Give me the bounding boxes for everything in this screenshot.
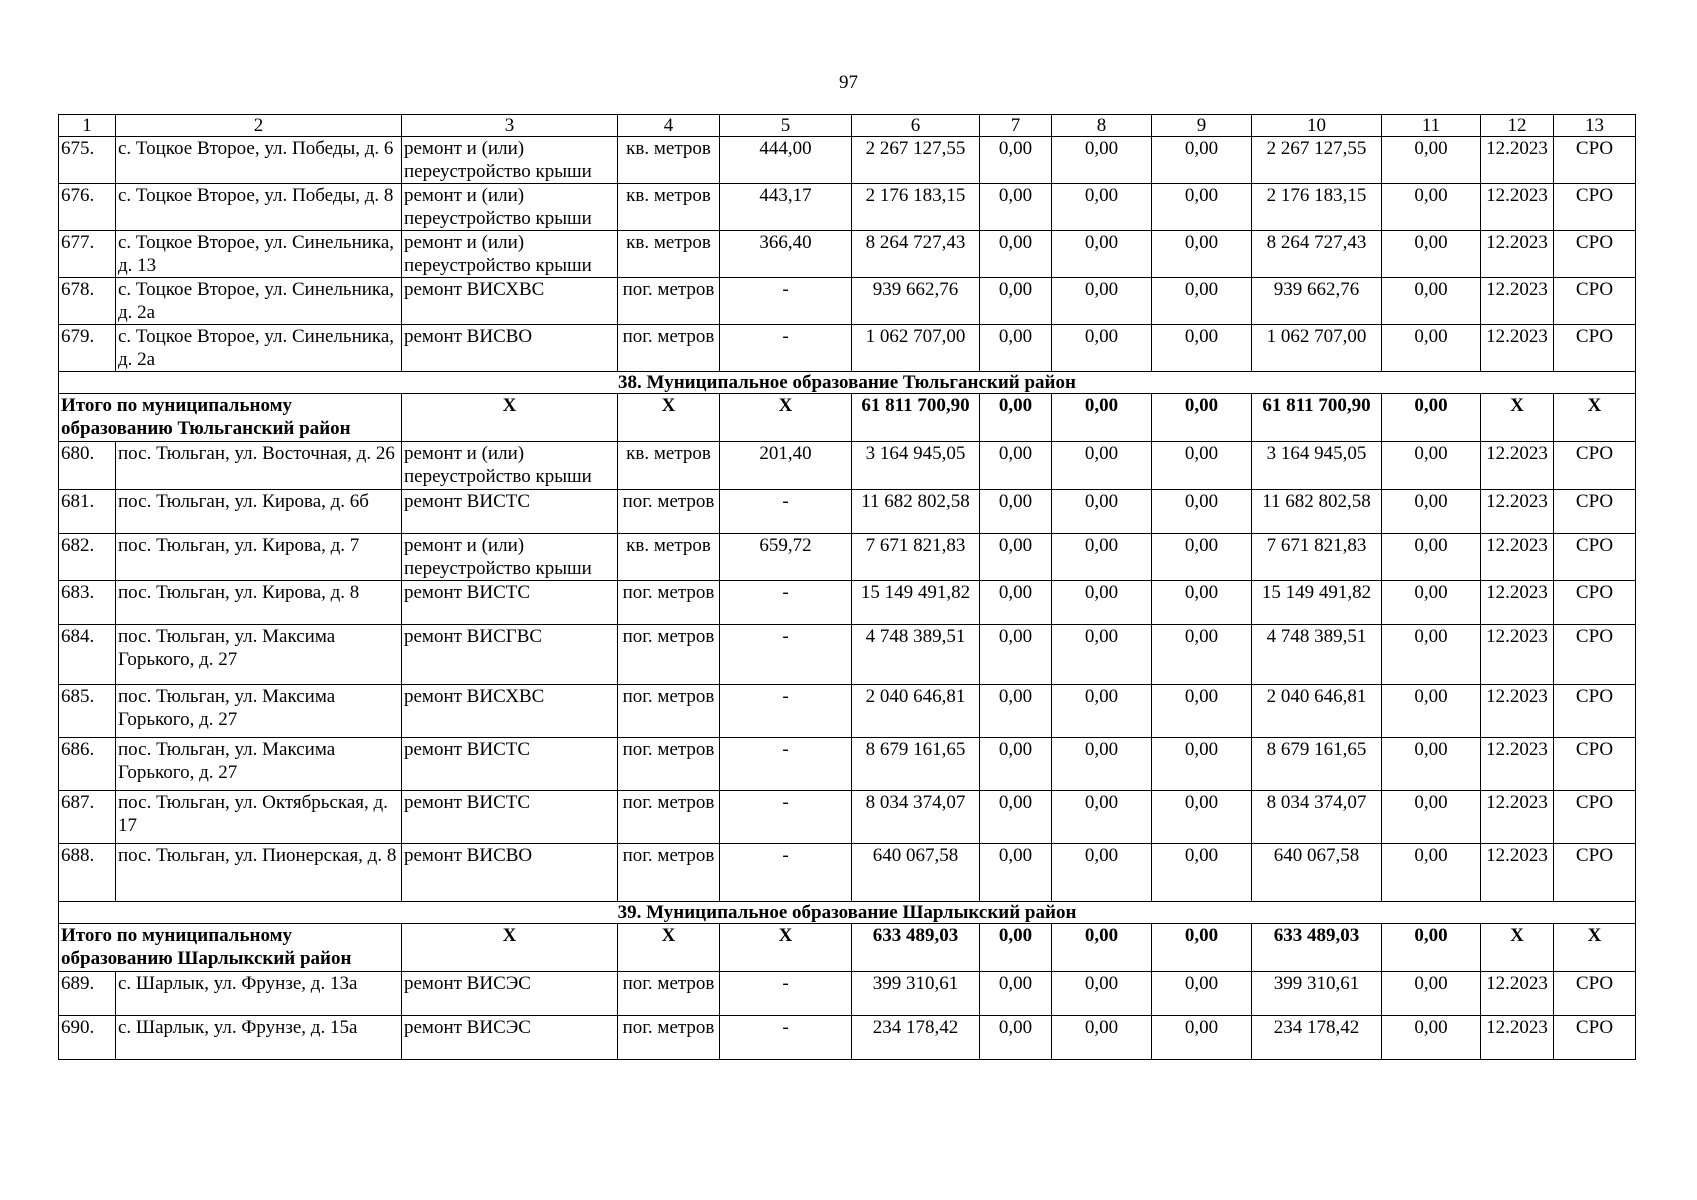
address-cell: пос. Тюльган, ул. Кирова, д. 7 bbox=[116, 534, 402, 581]
value-cell: 1 062 707,00 bbox=[852, 325, 980, 372]
contractor-cell: СРО bbox=[1554, 278, 1636, 325]
contractor-cell: СРО bbox=[1554, 534, 1636, 581]
contractor-cell: СРО bbox=[1554, 581, 1636, 625]
value-cell: 0,00 bbox=[1152, 137, 1252, 184]
value-cell: 0,00 bbox=[980, 325, 1052, 372]
total-label: Итого по муниципальному образованию Шарлыкский район bbox=[59, 924, 402, 972]
value-cell: 0,00 bbox=[1382, 844, 1481, 902]
value-cell: 7 671 821,83 bbox=[852, 534, 980, 581]
value-cell: 0,00 bbox=[1052, 278, 1152, 325]
value-cell: 0,00 bbox=[1052, 791, 1152, 844]
value-cell: 0,00 bbox=[1382, 581, 1481, 625]
value-cell: 2 267 127,55 bbox=[1252, 137, 1382, 184]
value-cell: 0,00 bbox=[1152, 1016, 1252, 1060]
unit-cell: пог. метров bbox=[618, 278, 720, 325]
value-cell: 0,00 bbox=[1152, 738, 1252, 791]
section-heading: 38. Муниципальное образование Тюльганский район bbox=[59, 372, 1636, 394]
total-value: Х bbox=[1481, 394, 1554, 442]
value-cell: 0,00 bbox=[1052, 325, 1152, 372]
work-type-cell: ремонт и (или) переустройство крыши bbox=[402, 534, 618, 581]
value-cell: 640 067,58 bbox=[852, 844, 980, 902]
value-cell: 11 682 802,58 bbox=[1252, 490, 1382, 534]
value-cell: 0,00 bbox=[980, 625, 1052, 685]
row-number: 675. bbox=[59, 137, 116, 184]
contractor-cell: СРО bbox=[1554, 625, 1636, 685]
total-value: 0,00 bbox=[980, 924, 1052, 972]
total-label: Итого по муниципальному образованию Тюльганский район bbox=[59, 394, 402, 442]
section-heading-row bbox=[59, 372, 1636, 394]
value-cell: 0,00 bbox=[1382, 278, 1481, 325]
work-type-cell: ремонт ВИСГВС bbox=[402, 625, 618, 685]
value-cell: 443,17 bbox=[720, 184, 852, 231]
header-cell: 10 bbox=[1252, 115, 1382, 137]
page-number: 97 bbox=[839, 72, 858, 93]
value-cell: 2 176 183,15 bbox=[1252, 184, 1382, 231]
value-cell: 12.2023 bbox=[1481, 791, 1554, 844]
value-cell: 0,00 bbox=[1052, 844, 1152, 902]
total-value: Х bbox=[1481, 924, 1554, 972]
value-cell: 0,00 bbox=[1052, 972, 1152, 1016]
value-cell: 12.2023 bbox=[1481, 534, 1554, 581]
row-number: 685. bbox=[59, 685, 116, 738]
total-mark: Х bbox=[402, 394, 618, 442]
value-cell: 8 264 727,43 bbox=[852, 231, 980, 278]
work-type-cell: ремонт и (или) переустройство крыши bbox=[402, 231, 618, 278]
value-cell: 8 034 374,07 bbox=[1252, 791, 1382, 844]
value-cell: 3 164 945,05 bbox=[1252, 442, 1382, 490]
value-cell: 8 679 161,65 bbox=[1252, 738, 1382, 791]
value-cell: 15 149 491,82 bbox=[852, 581, 980, 625]
value-cell: 0,00 bbox=[1382, 490, 1481, 534]
table-row bbox=[59, 184, 1636, 231]
contractor-cell: СРО bbox=[1554, 490, 1636, 534]
header-cell: 11 bbox=[1382, 115, 1481, 137]
unit-cell: пог. метров bbox=[618, 685, 720, 738]
value-cell: 0,00 bbox=[1052, 625, 1152, 685]
unit-cell: кв. метров bbox=[618, 442, 720, 490]
value-cell: 0,00 bbox=[980, 534, 1052, 581]
table-row bbox=[59, 625, 1636, 685]
work-type-cell: ремонт и (или) переустройство крыши bbox=[402, 137, 618, 184]
value-cell: 0,00 bbox=[1152, 581, 1252, 625]
value-cell: 0,00 bbox=[1052, 184, 1152, 231]
contractor-cell: СРО bbox=[1554, 738, 1636, 791]
total-value: 0,00 bbox=[1382, 394, 1481, 442]
contractor-cell: СРО bbox=[1554, 231, 1636, 278]
work-type-cell: ремонт ВИСВО bbox=[402, 325, 618, 372]
value-cell: 0,00 bbox=[1052, 231, 1152, 278]
contractor-cell: СРО bbox=[1554, 685, 1636, 738]
total-row bbox=[59, 924, 1636, 972]
value-cell: 4 748 389,51 bbox=[1252, 625, 1382, 685]
unit-cell: пог. метров bbox=[618, 1016, 720, 1060]
value-cell: 0,00 bbox=[980, 791, 1052, 844]
value-cell: 0,00 bbox=[1152, 844, 1252, 902]
value-cell: - bbox=[720, 738, 852, 791]
contractor-cell: СРО bbox=[1554, 442, 1636, 490]
row-number: 678. bbox=[59, 278, 116, 325]
value-cell: 0,00 bbox=[1382, 791, 1481, 844]
total-mark: Х bbox=[1554, 924, 1636, 972]
total-mark: Х bbox=[618, 924, 720, 972]
total-mark: Х bbox=[1554, 394, 1636, 442]
work-type-cell: ремонт ВИСХВС bbox=[402, 685, 618, 738]
header-cell: 12 bbox=[1481, 115, 1554, 137]
value-cell: 0,00 bbox=[1152, 325, 1252, 372]
value-cell: 3 164 945,05 bbox=[852, 442, 980, 490]
contractor-cell: СРО bbox=[1554, 791, 1636, 844]
value-cell: 15 149 491,82 bbox=[1252, 581, 1382, 625]
unit-cell: пог. метров bbox=[618, 325, 720, 372]
value-cell: 12.2023 bbox=[1481, 685, 1554, 738]
table-row bbox=[59, 534, 1636, 581]
value-cell: 0,00 bbox=[1152, 442, 1252, 490]
value-cell: 12.2023 bbox=[1481, 490, 1554, 534]
value-cell: 1 062 707,00 bbox=[1252, 325, 1382, 372]
header-cell: 2 bbox=[116, 115, 402, 137]
total-value: 61 811 700,90 bbox=[852, 394, 980, 442]
table-row bbox=[59, 442, 1636, 490]
address-cell: с. Тоцкое Второе, ул. Синельника, д. 13 bbox=[116, 231, 402, 278]
value-cell: 0,00 bbox=[980, 581, 1052, 625]
value-cell: 939 662,76 bbox=[1252, 278, 1382, 325]
value-cell: 12.2023 bbox=[1481, 1016, 1554, 1060]
unit-cell: кв. метров bbox=[618, 184, 720, 231]
value-cell: 12.2023 bbox=[1481, 738, 1554, 791]
value-cell: 12.2023 bbox=[1481, 137, 1554, 184]
header-cell: 6 bbox=[852, 115, 980, 137]
value-cell: 0,00 bbox=[1052, 442, 1152, 490]
value-cell: 0,00 bbox=[1152, 278, 1252, 325]
row-number: 690. bbox=[59, 1016, 116, 1060]
address-cell: с. Шарлык, ул. Фрунзе, д. 13а bbox=[116, 972, 402, 1016]
header-cell: 13 bbox=[1554, 115, 1636, 137]
row-number: 680. bbox=[59, 442, 116, 490]
row-number: 689. bbox=[59, 972, 116, 1016]
value-cell: 939 662,76 bbox=[852, 278, 980, 325]
work-type-cell: ремонт ВИСТС bbox=[402, 791, 618, 844]
address-cell: пос. Тюльган, ул. Максима Горького, д. 27 bbox=[116, 738, 402, 791]
address-cell: с. Тоцкое Второе, ул. Победы, д. 8 bbox=[116, 184, 402, 231]
contractor-cell: СРО bbox=[1554, 184, 1636, 231]
value-cell: - bbox=[720, 791, 852, 844]
value-cell: 11 682 802,58 bbox=[852, 490, 980, 534]
row-number: 688. bbox=[59, 844, 116, 902]
address-cell: пос. Тюльган, ул. Кирова, д. 8 bbox=[116, 581, 402, 625]
table-row bbox=[59, 490, 1636, 534]
total-row bbox=[59, 394, 1636, 442]
header-cell: 9 bbox=[1152, 115, 1252, 137]
unit-cell: пог. метров bbox=[618, 581, 720, 625]
table-row bbox=[59, 231, 1636, 278]
value-cell: - bbox=[720, 490, 852, 534]
value-cell: 0,00 bbox=[980, 844, 1052, 902]
value-cell: 0,00 bbox=[1382, 625, 1481, 685]
address-cell: с. Шарлык, ул. Фрунзе, д. 15а bbox=[116, 1016, 402, 1060]
table-row bbox=[59, 581, 1636, 625]
total-value: 0,00 bbox=[1052, 924, 1152, 972]
value-cell: 0,00 bbox=[1382, 534, 1481, 581]
value-cell: 0,00 bbox=[1052, 1016, 1152, 1060]
value-cell: - bbox=[720, 972, 852, 1016]
value-cell: 0,00 bbox=[1152, 625, 1252, 685]
value-cell: - bbox=[720, 625, 852, 685]
work-type-cell: ремонт ВИСХВС bbox=[402, 278, 618, 325]
value-cell: 12.2023 bbox=[1481, 278, 1554, 325]
total-value: 0,00 bbox=[1152, 924, 1252, 972]
table-row bbox=[59, 844, 1636, 902]
value-cell: 0,00 bbox=[1052, 137, 1152, 184]
work-type-cell: ремонт ВИСЭС bbox=[402, 1016, 618, 1060]
section-heading-row bbox=[59, 902, 1636, 924]
row-number: 687. bbox=[59, 791, 116, 844]
header-cell: 8 bbox=[1052, 115, 1152, 137]
value-cell: 0,00 bbox=[1382, 1016, 1481, 1060]
unit-cell: пог. метров bbox=[618, 972, 720, 1016]
work-type-cell: ремонт ВИСТС bbox=[402, 581, 618, 625]
table-row bbox=[59, 738, 1636, 791]
work-type-cell: ремонт ВИСТС bbox=[402, 490, 618, 534]
value-cell: 12.2023 bbox=[1481, 231, 1554, 278]
value-cell: 4 748 389,51 bbox=[852, 625, 980, 685]
work-type-cell: ремонт ВИСЭС bbox=[402, 972, 618, 1016]
value-cell: 2 040 646,81 bbox=[1252, 685, 1382, 738]
value-cell: 2 040 646,81 bbox=[852, 685, 980, 738]
value-cell: 0,00 bbox=[1052, 581, 1152, 625]
unit-cell: кв. метров bbox=[618, 534, 720, 581]
value-cell: 12.2023 bbox=[1481, 844, 1554, 902]
total-value: Х bbox=[720, 394, 852, 442]
row-number: 677. bbox=[59, 231, 116, 278]
value-cell: 0,00 bbox=[980, 442, 1052, 490]
value-cell: 0,00 bbox=[980, 490, 1052, 534]
total-value: 0,00 bbox=[1152, 394, 1252, 442]
contractor-cell: СРО bbox=[1554, 137, 1636, 184]
address-cell: пос. Тюльган, ул. Октябрьская, д. 17 bbox=[116, 791, 402, 844]
value-cell: 234 178,42 bbox=[852, 1016, 980, 1060]
value-cell: 0,00 bbox=[1052, 738, 1152, 791]
value-cell: 0,00 bbox=[980, 278, 1052, 325]
header-cell: 3 bbox=[402, 115, 618, 137]
total-value: 0,00 bbox=[980, 394, 1052, 442]
work-type-cell: ремонт ВИСВО bbox=[402, 844, 618, 902]
value-cell: 0,00 bbox=[980, 231, 1052, 278]
total-value: 633 489,03 bbox=[852, 924, 980, 972]
total-value: 0,00 bbox=[1052, 394, 1152, 442]
value-cell: - bbox=[720, 844, 852, 902]
address-cell: пос. Тюльган, ул. Максима Горького, д. 27 bbox=[116, 625, 402, 685]
row-number: 681. bbox=[59, 490, 116, 534]
header-cell: 4 bbox=[618, 115, 720, 137]
row-number: 679. bbox=[59, 325, 116, 372]
value-cell: 234 178,42 bbox=[1252, 1016, 1382, 1060]
value-cell: - bbox=[720, 581, 852, 625]
value-cell: 0,00 bbox=[1382, 442, 1481, 490]
value-cell: 0,00 bbox=[1052, 490, 1152, 534]
value-cell: 12.2023 bbox=[1481, 581, 1554, 625]
address-cell: пос. Тюльган, ул. Максима Горького, д. 27 bbox=[116, 685, 402, 738]
value-cell: 0,00 bbox=[1382, 685, 1481, 738]
table-row bbox=[59, 137, 1636, 184]
unit-cell: пог. метров bbox=[618, 625, 720, 685]
row-number: 683. bbox=[59, 581, 116, 625]
work-type-cell: ремонт ВИСТС bbox=[402, 738, 618, 791]
value-cell: 0,00 bbox=[1152, 791, 1252, 844]
row-number: 686. bbox=[59, 738, 116, 791]
value-cell: 0,00 bbox=[1382, 972, 1481, 1016]
value-cell: 0,00 bbox=[1382, 231, 1481, 278]
address-cell: пос. Тюльган, ул. Пионерская, д. 8 bbox=[116, 844, 402, 902]
contractor-cell: СРО bbox=[1554, 844, 1636, 902]
work-type-cell: ремонт и (или) переустройство крыши bbox=[402, 442, 618, 490]
address-cell: с. Тоцкое Второе, ул. Синельника, д. 2а bbox=[116, 278, 402, 325]
header-cell: 5 bbox=[720, 115, 852, 137]
value-cell: 12.2023 bbox=[1481, 972, 1554, 1016]
contractor-cell: СРО bbox=[1554, 325, 1636, 372]
row-number: 676. bbox=[59, 184, 116, 231]
unit-cell: кв. метров bbox=[618, 137, 720, 184]
table-row bbox=[59, 972, 1636, 1016]
total-mark: Х bbox=[618, 394, 720, 442]
unit-cell: кв. метров bbox=[618, 231, 720, 278]
total-value: 0,00 bbox=[1382, 924, 1481, 972]
value-cell: - bbox=[720, 325, 852, 372]
value-cell: 12.2023 bbox=[1481, 325, 1554, 372]
total-value: Х bbox=[720, 924, 852, 972]
address-cell: с. Тоцкое Второе, ул. Победы, д. 6 bbox=[116, 137, 402, 184]
value-cell: 640 067,58 bbox=[1252, 844, 1382, 902]
value-cell: 399 310,61 bbox=[852, 972, 980, 1016]
value-cell: 0,00 bbox=[980, 685, 1052, 738]
value-cell: 0,00 bbox=[1382, 738, 1481, 791]
header-cell: 1 bbox=[59, 115, 116, 137]
value-cell: 0,00 bbox=[1152, 231, 1252, 278]
table-row bbox=[59, 791, 1636, 844]
total-value: 61 811 700,90 bbox=[1252, 394, 1382, 442]
value-cell: 0,00 bbox=[1152, 972, 1252, 1016]
value-cell: 2 176 183,15 bbox=[852, 184, 980, 231]
value-cell: 0,00 bbox=[980, 972, 1052, 1016]
section-heading: 39. Муниципальное образование Шарлыкский район bbox=[59, 902, 1636, 924]
row-number: 684. bbox=[59, 625, 116, 685]
value-cell: 7 671 821,83 bbox=[1252, 534, 1382, 581]
total-value: 633 489,03 bbox=[1252, 924, 1382, 972]
total-mark: Х bbox=[402, 924, 618, 972]
value-cell: 8 679 161,65 bbox=[852, 738, 980, 791]
table-row bbox=[59, 325, 1636, 372]
value-cell: 366,40 bbox=[720, 231, 852, 278]
unit-cell: пог. метров bbox=[618, 844, 720, 902]
value-cell: 399 310,61 bbox=[1252, 972, 1382, 1016]
value-cell: 444,00 bbox=[720, 137, 852, 184]
value-cell: 0,00 bbox=[980, 1016, 1052, 1060]
value-cell: 0,00 bbox=[1052, 685, 1152, 738]
table-row bbox=[59, 1016, 1636, 1060]
value-cell: 201,40 bbox=[720, 442, 852, 490]
address-cell: пос. Тюльган, ул. Кирова, д. 6б bbox=[116, 490, 402, 534]
value-cell: - bbox=[720, 278, 852, 325]
row-number: 682. bbox=[59, 534, 116, 581]
value-cell: 0,00 bbox=[980, 137, 1052, 184]
value-cell: 2 267 127,55 bbox=[852, 137, 980, 184]
table-row bbox=[59, 278, 1636, 325]
capital-repair-table bbox=[58, 114, 1636, 1060]
value-cell: 0,00 bbox=[1382, 325, 1481, 372]
work-type-cell: ремонт и (или) переустройство крыши bbox=[402, 184, 618, 231]
value-cell: 12.2023 bbox=[1481, 184, 1554, 231]
unit-cell: пог. метров bbox=[618, 490, 720, 534]
address-cell: с. Тоцкое Второе, ул. Синельника, д. 2а bbox=[116, 325, 402, 372]
value-cell: 12.2023 bbox=[1481, 442, 1554, 490]
value-cell: 0,00 bbox=[1152, 685, 1252, 738]
column-number-header bbox=[59, 115, 1636, 137]
value-cell: 0,00 bbox=[1052, 534, 1152, 581]
value-cell: - bbox=[720, 685, 852, 738]
value-cell: 0,00 bbox=[1382, 137, 1481, 184]
header-cell: 7 bbox=[980, 115, 1052, 137]
value-cell: 0,00 bbox=[1152, 534, 1252, 581]
value-cell: 0,00 bbox=[980, 184, 1052, 231]
contractor-cell: СРО bbox=[1554, 972, 1636, 1016]
table-row bbox=[59, 685, 1636, 738]
address-cell: пос. Тюльган, ул. Восточная, д. 26 bbox=[116, 442, 402, 490]
value-cell: 659,72 bbox=[720, 534, 852, 581]
contractor-cell: СРО bbox=[1554, 1016, 1636, 1060]
value-cell: 8 034 374,07 bbox=[852, 791, 980, 844]
value-cell: - bbox=[720, 1016, 852, 1060]
value-cell: 12.2023 bbox=[1481, 625, 1554, 685]
value-cell: 0,00 bbox=[1382, 184, 1481, 231]
unit-cell: пог. метров bbox=[618, 791, 720, 844]
value-cell: 0,00 bbox=[1152, 490, 1252, 534]
value-cell: 0,00 bbox=[1152, 184, 1252, 231]
unit-cell: пог. метров bbox=[618, 738, 720, 791]
value-cell: 0,00 bbox=[980, 738, 1052, 791]
value-cell: 8 264 727,43 bbox=[1252, 231, 1382, 278]
